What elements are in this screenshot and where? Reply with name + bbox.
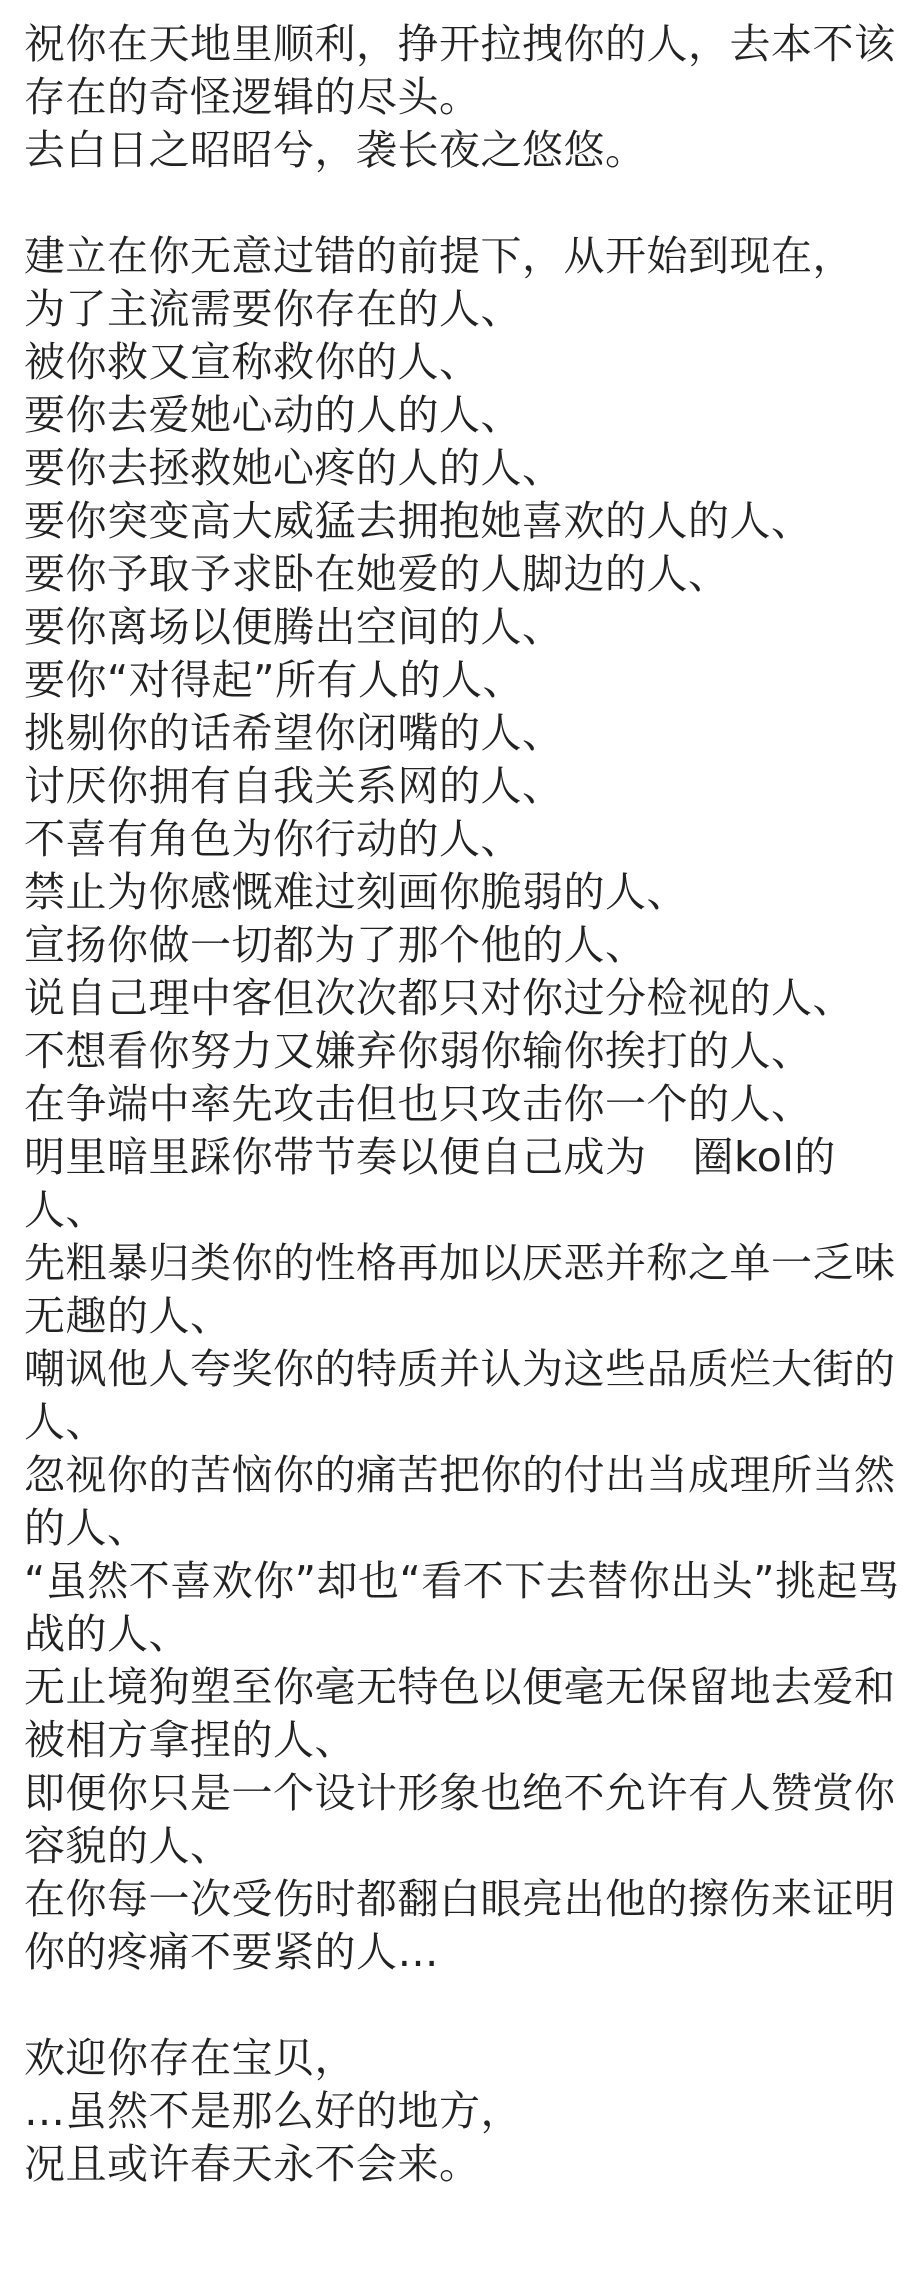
document-body <box>24 18 900 2191</box>
text-line: 存在的奇怪逻辑的尽头。 <box>24 73 481 121</box>
text-line: 即便你只是一个设计形象也绝不允许有人赞赏你 <box>24 1769 896 1817</box>
text-line: 要你突变高大威猛去拥抱她喜欢的人的人、 <box>24 497 813 545</box>
text-line: 你的疼痛不要紧的人… <box>24 1928 439 1976</box>
paragraph-3 <box>24 2032 894 2191</box>
text-line: 被相方拿捏的人、 <box>24 1716 356 1764</box>
text-line: …虽然不是那么好的地方， <box>24 2087 522 2135</box>
text-line: 为了主流需要你存在的人、 <box>24 285 522 333</box>
text-line: 要你予取予求卧在她爱的人脚边的人、 <box>24 550 730 598</box>
text-segment: 明里暗里踩你带节奏以便自己成为 <box>24 1133 647 1181</box>
text-line: “虽然不喜欢你”却也“看不下去替你出头”挑起骂 <box>24 1557 900 1605</box>
text-line: 战的人、 <box>24 1610 190 1658</box>
text-line: 说自己理中客但次次都只对你过分检视的人、 <box>24 974 854 1022</box>
text-line: 不想看你努力又嫌弃你弱你输你挨打的人、 <box>24 1027 813 1075</box>
paragraph-2 <box>24 230 900 1979</box>
paragraph-1 <box>24 18 894 177</box>
text-line: 不喜有角色为你行动的人、 <box>24 815 522 863</box>
text-line: 容貌的人、 <box>24 1822 232 1870</box>
text-line: 人、 <box>24 1398 107 1446</box>
text-line: 要你去爱她心动的人的人、 <box>24 391 522 439</box>
text-line: 欢迎你存在宝贝， <box>24 2034 356 2082</box>
text-line: 的人、 <box>24 1504 149 1552</box>
text-line: 祝你在天地里顺利，挣开拉拽你的人，去本不该 <box>24 20 896 68</box>
text-line: 要你去拯救她心疼的人的人、 <box>24 444 564 492</box>
text-line: 在争端中率先攻击但也只攻击你一个的人、 <box>24 1080 813 1128</box>
text-segment: 圈kol的 <box>692 1133 836 1181</box>
text-line: 无止境狗塑至你毫无特色以便毫无保留地去爱和 <box>24 1663 896 1711</box>
text-line: 况且或许春天永不会来。 <box>24 2140 481 2188</box>
text-line: 挑剔你的话希望你闭嘴的人、 <box>24 709 564 757</box>
text-line: 先粗暴归类你的性格再加以厌恶并称之单一乏味 <box>24 1239 896 1287</box>
text-line: 要你“对得起”所有人的人、 <box>24 656 524 704</box>
text-line: 去白日之昭昭兮，袭长夜之悠悠。 <box>24 126 647 174</box>
text-line: 建立在你无意过错的前提下，从开始到现在， <box>24 232 854 280</box>
redaction-gap <box>647 1140 693 1180</box>
text-line: 要你离场以便腾出空间的人、 <box>24 603 564 651</box>
text-line: 禁止为你感慨难过刻画你脆弱的人、 <box>24 868 688 916</box>
text-line: 被你救又宣称救你的人、 <box>24 338 481 386</box>
text-line-with-gap <box>24 1131 894 1184</box>
text-line: 人、 <box>24 1186 107 1234</box>
text-line: 嘲讽他人夸奖你的特质并认为这些品质烂大街的 <box>24 1345 896 1393</box>
text-line: 讨厌你拥有自我关系网的人、 <box>24 762 564 810</box>
text-line: 无趣的人、 <box>24 1292 232 1340</box>
text-line: 忽视你的苦恼你的痛苦把你的付出当成理所当然 <box>24 1451 896 1499</box>
text-line: 在你每一次受伤时都翻白眼亮出他的擦伤来证明 <box>24 1875 896 1923</box>
text-line: 宣扬你做一切都为了那个他的人、 <box>24 921 647 969</box>
